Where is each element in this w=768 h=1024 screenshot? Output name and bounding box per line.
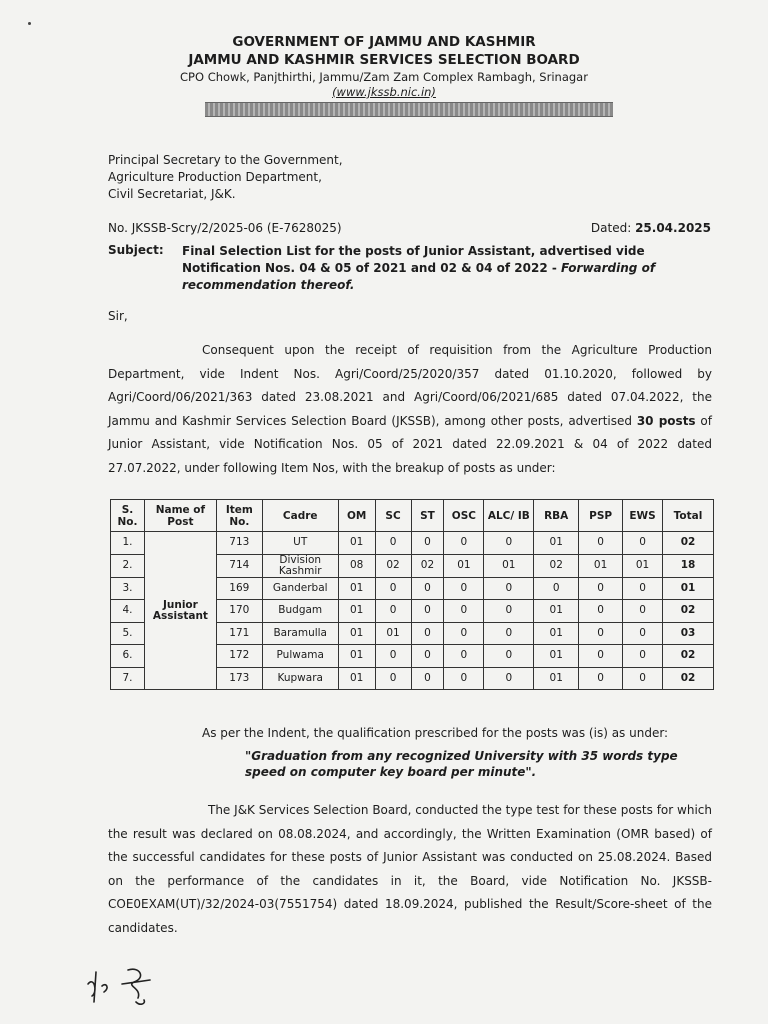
cell-ews: 0 bbox=[623, 532, 663, 555]
cell-cadre: Ganderbal bbox=[262, 577, 338, 600]
cell-sno: 6. bbox=[111, 645, 145, 668]
cell-osc: 0 bbox=[444, 622, 484, 645]
cell-rba: 01 bbox=[534, 532, 579, 555]
cell-rba: 01 bbox=[534, 645, 579, 668]
cell-total: 02 bbox=[663, 600, 714, 623]
handwritten-initials bbox=[80, 962, 170, 1012]
cell-cadre: UT bbox=[262, 532, 338, 555]
header-address: CPO Chowk, Panjthirthi, Jammu/Zam Zam Complex Rambagh, Srinagar bbox=[180, 70, 588, 84]
cell-om: 01 bbox=[338, 577, 375, 600]
subject-italic: Forwarding of recommendation thereof. bbox=[182, 261, 656, 292]
cell-total: 02 bbox=[663, 645, 714, 668]
header-government: GOVERNMENT OF JAMMU AND KASHMIR bbox=[232, 34, 536, 50]
cell-osc: 0 bbox=[444, 532, 484, 555]
cell-item: 169 bbox=[216, 577, 262, 600]
cell-psp: 0 bbox=[579, 600, 623, 623]
cell-cadre: Kupwara bbox=[262, 667, 338, 690]
col-ews: EWS bbox=[623, 500, 663, 532]
cell-om: 01 bbox=[338, 667, 375, 690]
reference-number: No. JKSSB-Scry/2/2025-06 (E-7628025) bbox=[108, 221, 342, 235]
cell-ews: 0 bbox=[623, 622, 663, 645]
cell-osc: 0 bbox=[444, 577, 484, 600]
cell-ews: 01 bbox=[623, 554, 663, 577]
cell-st: 0 bbox=[411, 667, 444, 690]
col-sc: SC bbox=[375, 500, 411, 532]
cell-alc: 0 bbox=[484, 667, 534, 690]
col-osc: OSC bbox=[444, 500, 484, 532]
para1-bold: 30 posts bbox=[636, 413, 696, 428]
cell-sno: 7. bbox=[111, 667, 145, 690]
col-name-of-post: Name of Post bbox=[144, 500, 216, 532]
cell-sc: 01 bbox=[375, 622, 411, 645]
col-item-no: Item No. bbox=[216, 500, 262, 532]
cell-sno: 1. bbox=[111, 532, 145, 555]
cell-sno: 2. bbox=[111, 554, 145, 577]
recipient-line-3: Civil Secretariat, J&K. bbox=[108, 187, 236, 201]
cell-cadre: Pulwama bbox=[262, 645, 338, 668]
subject-main: Final Selection List for the posts of Junior Assistant, advertised vide Notification Nos. 04 & 05 of 2021 and 02 & 04 of 2022 - bbox=[182, 244, 645, 275]
cell-psp: 0 bbox=[579, 645, 623, 668]
date-label: Dated: bbox=[590, 221, 632, 235]
cell-ews: 0 bbox=[623, 577, 663, 600]
cell-cadre: Baramulla bbox=[262, 622, 338, 645]
table-row bbox=[111, 532, 714, 555]
cell-om: 01 bbox=[338, 645, 375, 668]
header-divider bbox=[205, 102, 613, 117]
cell-om: 01 bbox=[338, 622, 375, 645]
cell-alc: 0 bbox=[484, 622, 534, 645]
cell-sno: 5. bbox=[111, 622, 145, 645]
cell-total: 03 bbox=[663, 622, 714, 645]
paragraph-examination: The J&K Services Selection Board, conducted the type test for these posts for which the result was declared on 08.08.2024, and accordingly, the Written Examination (OMR based) of the successful candidates for these posts of Junior Assistant was conducted on 25.08.2024. Based on the performance of the candidates in it, the Board, vide Notification No. JKSSB-COE0EXAM(UT)/32/2024-03(7551754) dated 18.09.2024, published the Result/Score-sheet of the candidates. bbox=[108, 803, 712, 935]
qualification-intro: As per the Indent, the qualification prescribed for the posts was (is) as under: bbox=[202, 726, 669, 740]
cell-sc: 0 bbox=[375, 600, 411, 623]
cell-om: 01 bbox=[338, 532, 375, 555]
cell-ews: 0 bbox=[623, 645, 663, 668]
cell-st: 02 bbox=[411, 554, 444, 577]
qualification-text: "Graduation from any recognized University with 35 words type speed on computer key board per minute". bbox=[245, 749, 678, 779]
header-board: JAMMU AND KASHMIR SERVICES SELECTION BOARD bbox=[188, 52, 580, 68]
recipient-line-2: Agriculture Production Department, bbox=[108, 170, 322, 184]
salutation: Sir, bbox=[108, 309, 128, 323]
cell-rba: 01 bbox=[534, 600, 579, 623]
cell-om: 08 bbox=[338, 554, 375, 577]
cell-osc: 01 bbox=[444, 554, 484, 577]
cell-alc: 0 bbox=[484, 600, 534, 623]
subject-text bbox=[182, 243, 712, 294]
cell-alc: 0 bbox=[484, 532, 534, 555]
cell-om: 01 bbox=[338, 600, 375, 623]
col-alc-ib: ALC/ IB bbox=[484, 500, 534, 532]
posts-breakup-table bbox=[110, 499, 714, 690]
cell-psp: 0 bbox=[579, 622, 623, 645]
cell-sc: 0 bbox=[375, 532, 411, 555]
cell-alc: 01 bbox=[484, 554, 534, 577]
cell-st: 0 bbox=[411, 600, 444, 623]
cell-rba: 01 bbox=[534, 622, 579, 645]
cell-rba: 01 bbox=[534, 667, 579, 690]
cell-cadre: Division Kashmir bbox=[262, 554, 338, 577]
col-psp: PSP bbox=[579, 500, 623, 532]
cell-st: 0 bbox=[411, 577, 444, 600]
cell-item: 714 bbox=[216, 554, 262, 577]
cell-st: 0 bbox=[411, 622, 444, 645]
col-total: Total bbox=[663, 500, 714, 532]
cell-sno: 4. bbox=[111, 600, 145, 623]
col-cadre: Cadre bbox=[262, 500, 338, 532]
cell-post-name: Junior Assistant bbox=[144, 532, 216, 690]
date-value: 25.04.2025 bbox=[635, 221, 711, 235]
cell-total: 02 bbox=[663, 532, 714, 555]
cell-total: 18 bbox=[663, 554, 714, 577]
cell-sc: 0 bbox=[375, 577, 411, 600]
cell-total: 01 bbox=[663, 577, 714, 600]
cell-sc: 0 bbox=[375, 667, 411, 690]
cell-psp: 0 bbox=[579, 577, 623, 600]
col-sno: S. No. bbox=[111, 500, 145, 532]
paragraph-requisition bbox=[108, 339, 712, 480]
cell-total: 02 bbox=[663, 667, 714, 690]
cell-osc: 0 bbox=[444, 600, 484, 623]
col-st: ST bbox=[411, 500, 444, 532]
cell-psp: 01 bbox=[579, 554, 623, 577]
cell-item: 173 bbox=[216, 667, 262, 690]
cell-sno: 3. bbox=[111, 577, 145, 600]
cell-psp: 0 bbox=[579, 667, 623, 690]
cell-alc: 0 bbox=[484, 577, 534, 600]
cell-st: 0 bbox=[411, 532, 444, 555]
letter-date bbox=[591, 221, 711, 235]
header-website-link[interactable]: (www.jkssb.nic.in) bbox=[332, 85, 436, 99]
cell-ews: 0 bbox=[623, 667, 663, 690]
cell-sc: 02 bbox=[375, 554, 411, 577]
para1-part2: of Junior Assistant, vide Notification Nos. 05 of 2021 dated 22.09.2021 & 04 of 2022 dated 27.07.2022, under following Item Nos, with the breakup of posts as under: bbox=[108, 413, 712, 475]
cell-sc: 0 bbox=[375, 645, 411, 668]
scan-speck bbox=[28, 22, 31, 25]
cell-psp: 0 bbox=[579, 532, 623, 555]
col-om: OM bbox=[338, 500, 375, 532]
col-rba: RBA bbox=[534, 500, 579, 532]
cell-item: 170 bbox=[216, 600, 262, 623]
cell-rba: 02 bbox=[534, 554, 579, 577]
cell-item: 713 bbox=[216, 532, 262, 555]
cell-item: 171 bbox=[216, 622, 262, 645]
cell-rba: 0 bbox=[534, 577, 579, 600]
cell-osc: 0 bbox=[444, 645, 484, 668]
table-header-row bbox=[111, 500, 714, 532]
cell-osc: 0 bbox=[444, 667, 484, 690]
cell-cadre: Budgam bbox=[262, 600, 338, 623]
cell-st: 0 bbox=[411, 645, 444, 668]
cell-alc: 0 bbox=[484, 645, 534, 668]
recipient-line-1: Principal Secretary to the Government, bbox=[108, 153, 343, 167]
cell-item: 172 bbox=[216, 645, 262, 668]
subject-label: Subject: bbox=[108, 243, 164, 257]
cell-ews: 0 bbox=[623, 600, 663, 623]
para1-part1: Consequent upon the receipt of requisition from the Agriculture Production Department, vide Indent Nos. Agri/Coord/25/2020/357 dated 01.10.2020, followed by Agri/Coord/06/2021/363 dated 23.08.2021 and Agri/Coord/06/2021/685 dated 07.04.2022, the Jammu and Kashmir Services Selection Board (JKSSB), among other posts, advertised bbox=[108, 343, 712, 428]
